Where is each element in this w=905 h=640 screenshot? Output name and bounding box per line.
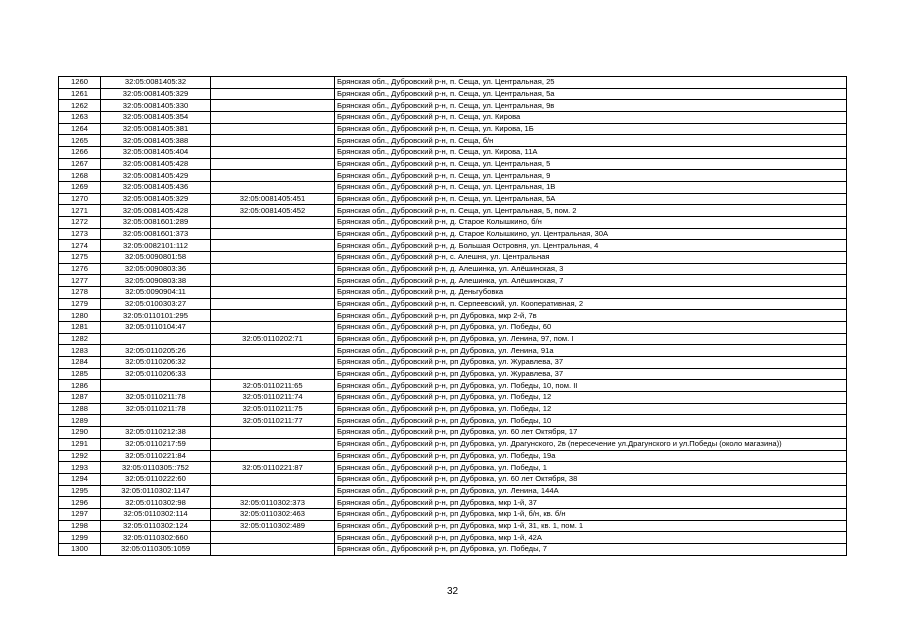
table-row xyxy=(59,263,847,275)
cadastral-number-cell: 32:05:0081405:428 xyxy=(101,205,211,217)
cadastral-number-cell: 32:05:0090803:38 xyxy=(101,275,211,287)
page-number: 32 xyxy=(446,586,459,597)
cadastral-number-cell: 32:05:0110205:26 xyxy=(101,345,211,357)
table-row xyxy=(59,485,847,497)
address-cell: Брянская обл., Дубровский р-н, п. Сеща, б/н xyxy=(335,135,847,147)
table-row xyxy=(59,532,847,544)
table-row xyxy=(59,427,847,439)
address-cell: Брянская обл., Дубровский р-н, п. Сеща, ул. Кирова, 1Б xyxy=(335,123,847,135)
table-row xyxy=(59,322,847,334)
row-number-cell: 1289 xyxy=(59,415,101,427)
address-cell: Брянская обл., Дубровский р-н, рп Дубровка, ул. Журавлева, 37 xyxy=(335,357,847,369)
row-number-cell: 1279 xyxy=(59,298,101,310)
cadastral-number-cell: 32:05:0110305:1059 xyxy=(101,543,211,555)
address-cell: Брянская обл., Дубровский р-н, рп Дубровка, ул. Ленина, 97, пом. I xyxy=(335,333,847,345)
row-number-cell: 1297 xyxy=(59,508,101,520)
related-cadastral-number-cell xyxy=(211,263,335,275)
cadastral-number-cell: 32:05:0100303:27 xyxy=(101,298,211,310)
table-row xyxy=(59,473,847,485)
table-row xyxy=(59,380,847,392)
row-number-cell: 1296 xyxy=(59,497,101,509)
related-cadastral-number-cell xyxy=(211,228,335,240)
table-row xyxy=(59,147,847,159)
table-row xyxy=(59,368,847,380)
table-row xyxy=(59,403,847,415)
cadastral-number-cell: 32:05:0110302:124 xyxy=(101,520,211,532)
cadastral-number-cell: 32:05:0082101:112 xyxy=(101,240,211,252)
table-row xyxy=(59,520,847,532)
address-cell: Брянская обл., Дубровский р-н, п. Серпеевский, ул. Кооперативная, 2 xyxy=(335,298,847,310)
row-number-cell: 1291 xyxy=(59,438,101,450)
row-number-cell: 1285 xyxy=(59,368,101,380)
cadastral-number-cell: 32:05:0110222:60 xyxy=(101,473,211,485)
row-number-cell: 1299 xyxy=(59,532,101,544)
address-cell: Брянская обл., Дубровский р-н, рп Дубровка, мкр 1-й, 37 xyxy=(335,497,847,509)
cadastral-number-cell: 32:05:0081601:373 xyxy=(101,228,211,240)
cadastral-number-cell: 32:05:0081405:329 xyxy=(101,193,211,205)
row-number-cell: 1260 xyxy=(59,77,101,89)
cadastral-number-cell: 32:05:0081405:429 xyxy=(101,170,211,182)
row-number-cell: 1295 xyxy=(59,485,101,497)
address-cell: Брянская обл., Дубровский р-н, рп Дубровка, ул. Победы, 12 xyxy=(335,392,847,404)
related-cadastral-number-cell xyxy=(211,357,335,369)
address-cell: Брянская обл., Дубровский р-н, п. Сеща, ул. Центральная, 5 xyxy=(335,158,847,170)
table-row xyxy=(59,508,847,520)
table-row xyxy=(59,182,847,194)
cadastral-number-cell xyxy=(101,415,211,427)
cadastral-number-cell xyxy=(101,333,211,345)
address-cell: Брянская обл., Дубровский р-н, рп Дубровка, ул. Победы, 12 xyxy=(335,403,847,415)
table-row xyxy=(59,345,847,357)
cadastral-number-cell: 32:05:0110302:114 xyxy=(101,508,211,520)
row-number-cell: 1275 xyxy=(59,252,101,264)
table-row xyxy=(59,205,847,217)
table-row xyxy=(59,438,847,450)
related-cadastral-number-cell xyxy=(211,543,335,555)
cadastral-number-cell: 32:05:0081405:436 xyxy=(101,182,211,194)
address-cell: Брянская обл., Дубровский р-н, рп Дубровка, мкр 2-й, 7в xyxy=(335,310,847,322)
cadastral-number-cell: 32:05:0081405:381 xyxy=(101,123,211,135)
row-number-cell: 1290 xyxy=(59,427,101,439)
address-cell: Брянская обл., Дубровский р-н, п. Сеща, ул. Центральная, 9 xyxy=(335,170,847,182)
cadastral-number-cell: 32:05:0110206:32 xyxy=(101,357,211,369)
row-number-cell: 1300 xyxy=(59,543,101,555)
table-row xyxy=(59,158,847,170)
related-cadastral-number-cell xyxy=(211,158,335,170)
related-cadastral-number-cell xyxy=(211,438,335,450)
related-cadastral-number-cell xyxy=(211,77,335,89)
address-cell: Брянская обл., Дубровский р-н, рп Дубровка, мкр 1-й, 42А xyxy=(335,532,847,544)
cadastral-number-cell: 32:05:0110104:47 xyxy=(101,322,211,334)
related-cadastral-number-cell: 32:05:0081405:452 xyxy=(211,205,335,217)
table-row xyxy=(59,88,847,100)
row-number-cell: 1287 xyxy=(59,392,101,404)
related-cadastral-number-cell xyxy=(211,275,335,287)
address-cell: Брянская обл., Дубровский р-н, рп Дубровка, мкр 1-й, 31, кв. 1, пом. 1 xyxy=(335,520,847,532)
address-cell: Брянская обл., Дубровский р-н, п. Сеща, ул. Центральная, 25 xyxy=(335,77,847,89)
cadastral-number-cell: 32:05:0110305::752 xyxy=(101,462,211,474)
address-cell: Брянская обл., Дубровский р-н, п. Сеща, ул. Кирова, 11А xyxy=(335,147,847,159)
address-cell: Брянская обл., Дубровский р-н, рп Дубровка, ул. Победы, 60 xyxy=(335,322,847,334)
registry-table-body xyxy=(59,77,847,556)
related-cadastral-number-cell: 32:05:0110211:65 xyxy=(211,380,335,392)
table-row xyxy=(59,357,847,369)
row-number-cell: 1276 xyxy=(59,263,101,275)
related-cadastral-number-cell xyxy=(211,147,335,159)
related-cadastral-number-cell: 32:05:0110302:373 xyxy=(211,497,335,509)
table-row xyxy=(59,100,847,112)
address-cell: Брянская обл., Дубровский р-н, д. Алешинка, ул. Алёшинская, 7 xyxy=(335,275,847,287)
address-cell: Брянская обл., Дубровский р-н, рп Дубровка, ул. Драгунского, 2в (пересечение ул.Драгунского и ул.Победы (около магазина)) xyxy=(335,438,847,450)
cadastral-number-cell: 32:05:0090803:36 xyxy=(101,263,211,275)
table-row xyxy=(59,462,847,474)
table-row xyxy=(59,275,847,287)
related-cadastral-number-cell xyxy=(211,287,335,299)
address-cell: Брянская обл., Дубровский р-н, п. Сеща, ул. Центральная, 5а xyxy=(335,88,847,100)
cadastral-number-cell: 32:05:0090904:11 xyxy=(101,287,211,299)
cadastral-number-cell: 32:05:0110101:295 xyxy=(101,310,211,322)
cadastral-number-cell: 32:05:0081601:289 xyxy=(101,217,211,229)
address-cell: Брянская обл., Дубровский р-н, п. Сеща, ул. Центральная, 5А xyxy=(335,193,847,205)
cadastral-number-cell: 32:05:0110302:1147 xyxy=(101,485,211,497)
related-cadastral-number-cell xyxy=(211,182,335,194)
address-cell: Брянская обл., Дубровский р-н, п. Сеща, ул. Центральная, 9в xyxy=(335,100,847,112)
address-cell: Брянская обл., Дубровский р-н, д. Большая Островня, ул. Центральная, 4 xyxy=(335,240,847,252)
table-row xyxy=(59,135,847,147)
address-cell: Брянская обл., Дубровский р-н, рп Дубровка, ул. Журавлева, 37 xyxy=(335,368,847,380)
address-cell: Брянская обл., Дубровский р-н, д. Старое Колышкино, ул. Центральная, 30А xyxy=(335,228,847,240)
row-number-cell: 1274 xyxy=(59,240,101,252)
address-cell: Брянская обл., Дубровский р-н, рп Дубровка, мкр 1-й, б/н, кв. б/н xyxy=(335,508,847,520)
row-number-cell: 1266 xyxy=(59,147,101,159)
table-row xyxy=(59,112,847,124)
related-cadastral-number-cell xyxy=(211,532,335,544)
row-number-cell: 1298 xyxy=(59,520,101,532)
cadastral-number-cell: 32:05:0081405:388 xyxy=(101,135,211,147)
row-number-cell: 1293 xyxy=(59,462,101,474)
row-number-cell: 1288 xyxy=(59,403,101,415)
table-row xyxy=(59,240,847,252)
related-cadastral-number-cell xyxy=(211,240,335,252)
row-number-cell: 1265 xyxy=(59,135,101,147)
table-row xyxy=(59,123,847,135)
row-number-cell: 1294 xyxy=(59,473,101,485)
cadastral-number-cell: 32:05:0081405:330 xyxy=(101,100,211,112)
cadastral-number-cell: 32:05:0081405:329 xyxy=(101,88,211,100)
address-cell: Брянская обл., Дубровский р-н, рп Дубровка, ул. 60 лет Октября, 38 xyxy=(335,473,847,485)
address-cell: Брянская обл., Дубровский р-н, рп Дубровка, ул. Победы, 10, пом. II xyxy=(335,380,847,392)
row-number-cell: 1282 xyxy=(59,333,101,345)
row-number-cell: 1268 xyxy=(59,170,101,182)
address-cell: Брянская обл., Дубровский р-н, рп Дубровка, ул. 60 лет Октября, 17 xyxy=(335,427,847,439)
address-cell: Брянская обл., Дубровский р-н, п. Сеща, ул. Центральная, 5, пом. 2 xyxy=(335,205,847,217)
row-number-cell: 1271 xyxy=(59,205,101,217)
related-cadastral-number-cell xyxy=(211,217,335,229)
cadastral-number-cell: 32:05:0081405:354 xyxy=(101,112,211,124)
row-number-cell: 1267 xyxy=(59,158,101,170)
related-cadastral-number-cell xyxy=(211,112,335,124)
table-row xyxy=(59,392,847,404)
table-row xyxy=(59,415,847,427)
cadastral-number-cell: 32:05:0110302:660 xyxy=(101,532,211,544)
related-cadastral-number-cell xyxy=(211,310,335,322)
row-number-cell: 1273 xyxy=(59,228,101,240)
related-cadastral-number-cell xyxy=(211,427,335,439)
table-row xyxy=(59,228,847,240)
table-row xyxy=(59,287,847,299)
cadastral-number-cell: 32:05:0110206:33 xyxy=(101,368,211,380)
address-cell: Брянская обл., Дубровский р-н, рп Дубровка, ул. Победы, 10 xyxy=(335,415,847,427)
address-cell: Брянская обл., Дубровский р-н, п. Сеща, ул. Центральная, 1В xyxy=(335,182,847,194)
row-number-cell: 1283 xyxy=(59,345,101,357)
row-number-cell: 1280 xyxy=(59,310,101,322)
related-cadastral-number-cell: 32:05:0110202:71 xyxy=(211,333,335,345)
related-cadastral-number-cell: 32:05:0081405:451 xyxy=(211,193,335,205)
row-number-cell: 1277 xyxy=(59,275,101,287)
related-cadastral-number-cell xyxy=(211,485,335,497)
address-cell: Брянская обл., Дубровский р-н, д. Старое Колышкино, б/н xyxy=(335,217,847,229)
related-cadastral-number-cell xyxy=(211,298,335,310)
row-number-cell: 1270 xyxy=(59,193,101,205)
row-number-cell: 1261 xyxy=(59,88,101,100)
cadastral-number-cell: 32:05:0110211:78 xyxy=(101,403,211,415)
cadastral-number-cell: 32:05:0081405:32 xyxy=(101,77,211,89)
cadastral-number-cell: 32:05:0110217:59 xyxy=(101,438,211,450)
address-cell: Брянская обл., Дубровский р-н, с. Алешня, ул. Центральная xyxy=(335,252,847,264)
row-number-cell: 1264 xyxy=(59,123,101,135)
related-cadastral-number-cell xyxy=(211,123,335,135)
registry-table xyxy=(58,76,847,556)
address-cell: Брянская обл., Дубровский р-н, рп Дубровка, ул. Победы, 1 xyxy=(335,462,847,474)
row-number-cell: 1292 xyxy=(59,450,101,462)
cadastral-number-cell: 32:05:0110211:78 xyxy=(101,392,211,404)
row-number-cell: 1284 xyxy=(59,357,101,369)
table-row xyxy=(59,193,847,205)
address-cell: Брянская обл., Дубровский р-н, рп Дубровка, ул. Ленина, 144А xyxy=(335,485,847,497)
address-cell: Брянская обл., Дубровский р-н, рп Дубровка, ул. Победы, 19а xyxy=(335,450,847,462)
table-row xyxy=(59,77,847,89)
related-cadastral-number-cell xyxy=(211,135,335,147)
table-row xyxy=(59,497,847,509)
row-number-cell: 1269 xyxy=(59,182,101,194)
table-row xyxy=(59,333,847,345)
table-row xyxy=(59,170,847,182)
table-row xyxy=(59,543,847,555)
related-cadastral-number-cell xyxy=(211,473,335,485)
related-cadastral-number-cell xyxy=(211,322,335,334)
related-cadastral-number-cell xyxy=(211,252,335,264)
table-row xyxy=(59,252,847,264)
related-cadastral-number-cell xyxy=(211,345,335,357)
cadastral-number-cell: 32:05:0110221:84 xyxy=(101,450,211,462)
related-cadastral-number-cell xyxy=(211,100,335,112)
table-row xyxy=(59,310,847,322)
related-cadastral-number-cell: 32:05:0110211:77 xyxy=(211,415,335,427)
cadastral-number-cell xyxy=(101,380,211,392)
address-cell: Брянская обл., Дубровский р-н, д. Алешинка, ул. Алёшинская, 3 xyxy=(335,263,847,275)
row-number-cell: 1281 xyxy=(59,322,101,334)
address-cell: Брянская обл., Дубровский р-н, рп Дубровка, ул. Ленина, 91а xyxy=(335,345,847,357)
cadastral-number-cell: 32:05:0090801:58 xyxy=(101,252,211,264)
related-cadastral-number-cell: 32:05:0110221:87 xyxy=(211,462,335,474)
related-cadastral-number-cell: 32:05:0110302:489 xyxy=(211,520,335,532)
row-number-cell: 1263 xyxy=(59,112,101,124)
table-row xyxy=(59,298,847,310)
related-cadastral-number-cell xyxy=(211,170,335,182)
related-cadastral-number-cell: 32:05:0110211:74 xyxy=(211,392,335,404)
cadastral-number-cell: 32:05:0081405:404 xyxy=(101,147,211,159)
row-number-cell: 1272 xyxy=(59,217,101,229)
address-cell: Брянская обл., Дубровский р-н, п. Сеща, ул. Кирова xyxy=(335,112,847,124)
related-cadastral-number-cell xyxy=(211,450,335,462)
row-number-cell: 1286 xyxy=(59,380,101,392)
table-row xyxy=(59,217,847,229)
address-cell: Брянская обл., Дубровский р-н, д. Деньгубовка xyxy=(335,287,847,299)
cadastral-number-cell: 32:05:0110302:98 xyxy=(101,497,211,509)
cadastral-number-cell: 32:05:0110212:38 xyxy=(101,427,211,439)
row-number-cell: 1262 xyxy=(59,100,101,112)
address-cell: Брянская обл., Дубровский р-н, рп Дубровка, ул. Победы, 7 xyxy=(335,543,847,555)
related-cadastral-number-cell: 32:05:0110211:75 xyxy=(211,403,335,415)
related-cadastral-number-cell xyxy=(211,88,335,100)
cadastral-number-cell: 32:05:0081405:428 xyxy=(101,158,211,170)
related-cadastral-number-cell: 32:05:0110302:463 xyxy=(211,508,335,520)
related-cadastral-number-cell xyxy=(211,368,335,380)
table-row xyxy=(59,450,847,462)
row-number-cell: 1278 xyxy=(59,287,101,299)
